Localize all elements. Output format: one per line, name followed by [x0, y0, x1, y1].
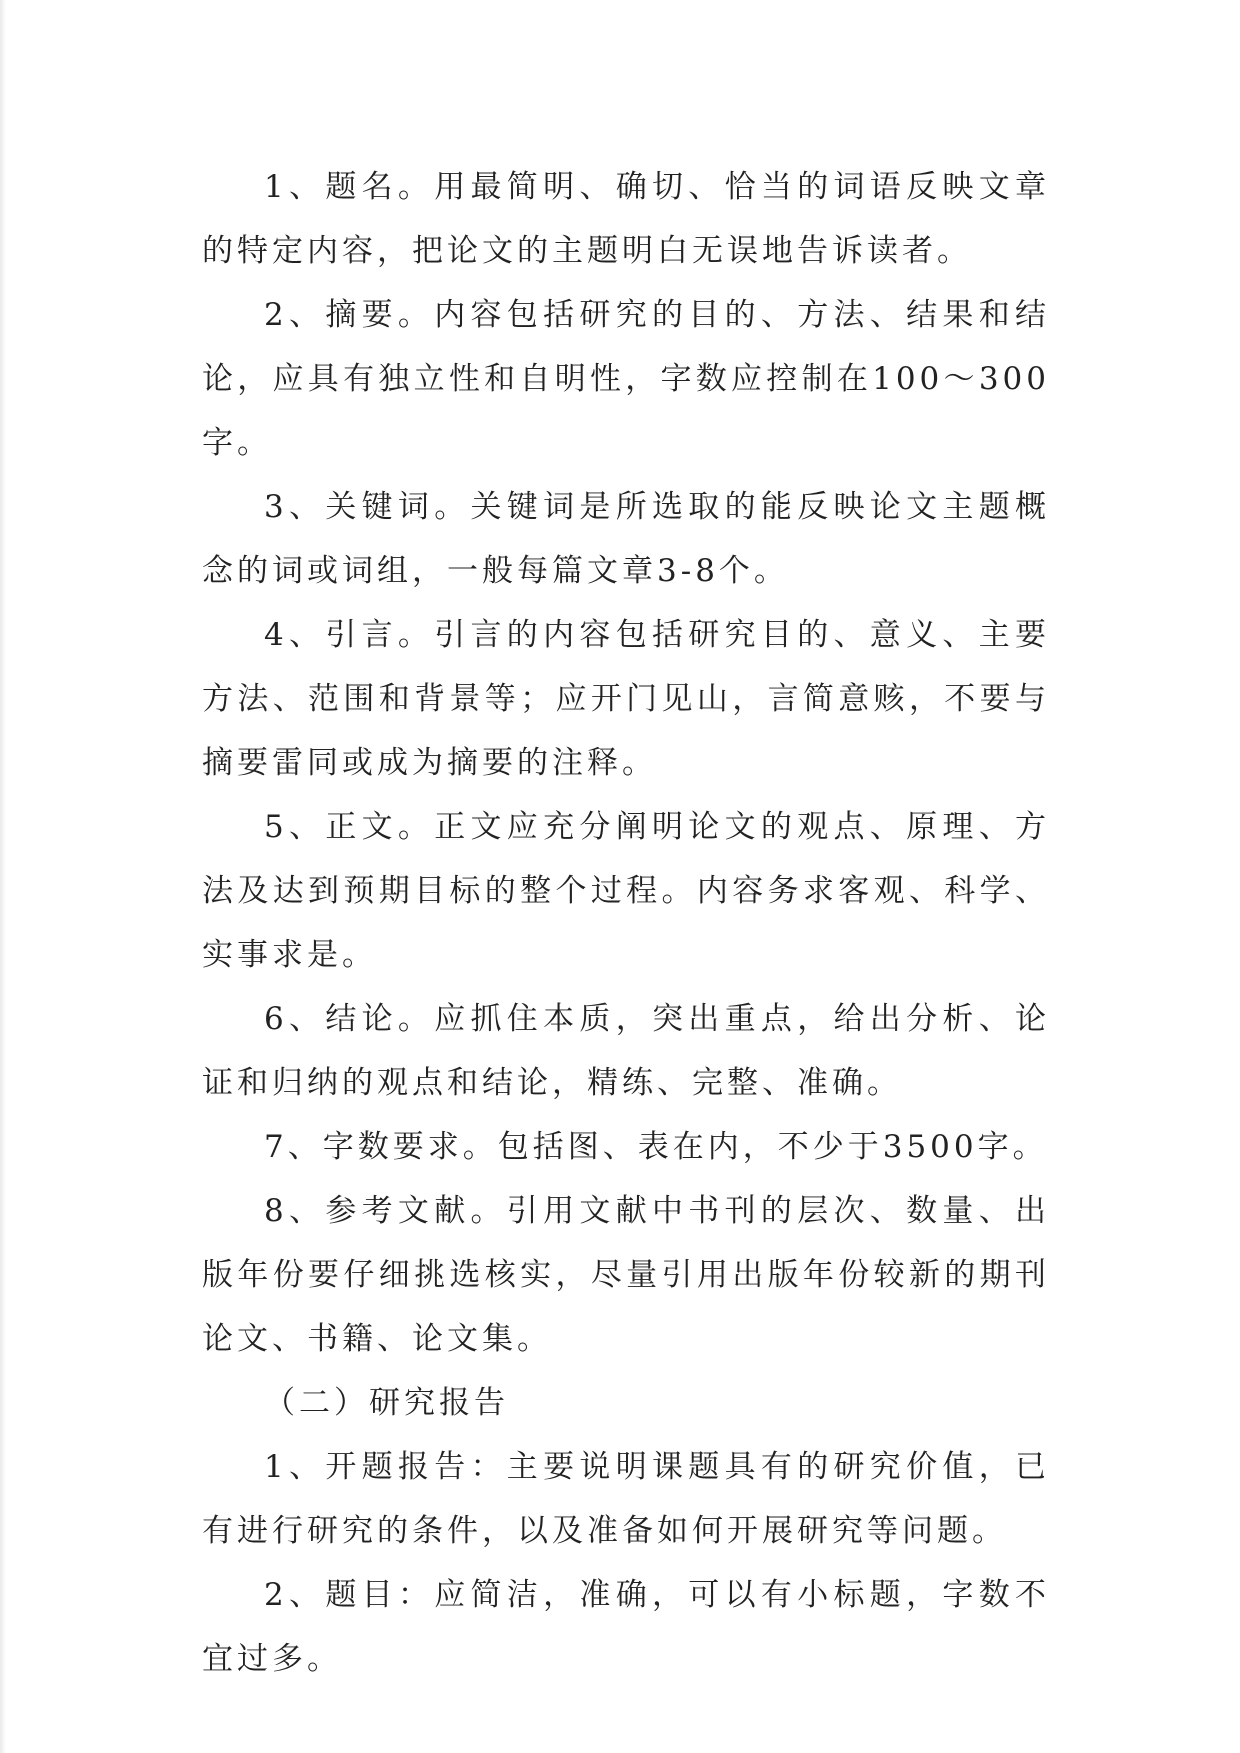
paragraph-keywords-requirement: 3、关键词。关键词是所选取的能反映论文主题概念的词或词组，一般每篇文章3-8个。	[202, 489, 1050, 589]
paragraph-body-requirement: 5、正文。正文应充分阐明论文的观点、原理、方法及达到预期目标的整个过程。内容务求客观、科学、实事求是。	[202, 809, 1050, 973]
paragraph-abstract-requirement: 2、摘要。内容包括研究的目的、方法、结果和结论，应具有独立性和自明性，字数应控制在100～300字。	[202, 297, 1050, 461]
paragraph-title-requirement: 1、题名。用最简明、确切、恰当的词语反映文章的特定内容，把论文的主题明白无误地告诉读者。	[202, 169, 1050, 269]
paragraph-word-count-requirement: 7、字数要求。包括图、表在内，不少于3500字。	[264, 1129, 1048, 1165]
paragraph-report-title: 2、题目：应简洁，准确，可以有小标题，字数不宜过多。	[202, 1577, 1050, 1677]
paragraph-proposal-report: 1、开题报告：主要说明课题具有的研究价值，已有进行研究的条件，以及准备如何开展研究等问题。	[202, 1449, 1050, 1549]
paragraph-conclusion-requirement: 6、结论。应抓住本质，突出重点，给出分析、论证和归纳的观点和结论，精练、完整、准确。	[202, 1001, 1050, 1101]
section-heading-research-report: （二）研究报告	[264, 1385, 509, 1421]
paragraph-references-requirement: 8、参考文献。引用文献中书刊的层次、数量、出版年份要仔细挑选核实，尽量引用出版年份较新的期刊论文、书籍、论文集。	[202, 1193, 1050, 1357]
document-body	[202, 155, 1050, 1691]
scan-edge-shadow	[0, 0, 6, 1753]
paragraph-introduction-requirement: 4、引言。引言的内容包括研究目的、意义、主要方法、范围和背景等；应开门见山，言简意赅，不要与摘要雷同或成为摘要的注释。	[202, 617, 1050, 781]
